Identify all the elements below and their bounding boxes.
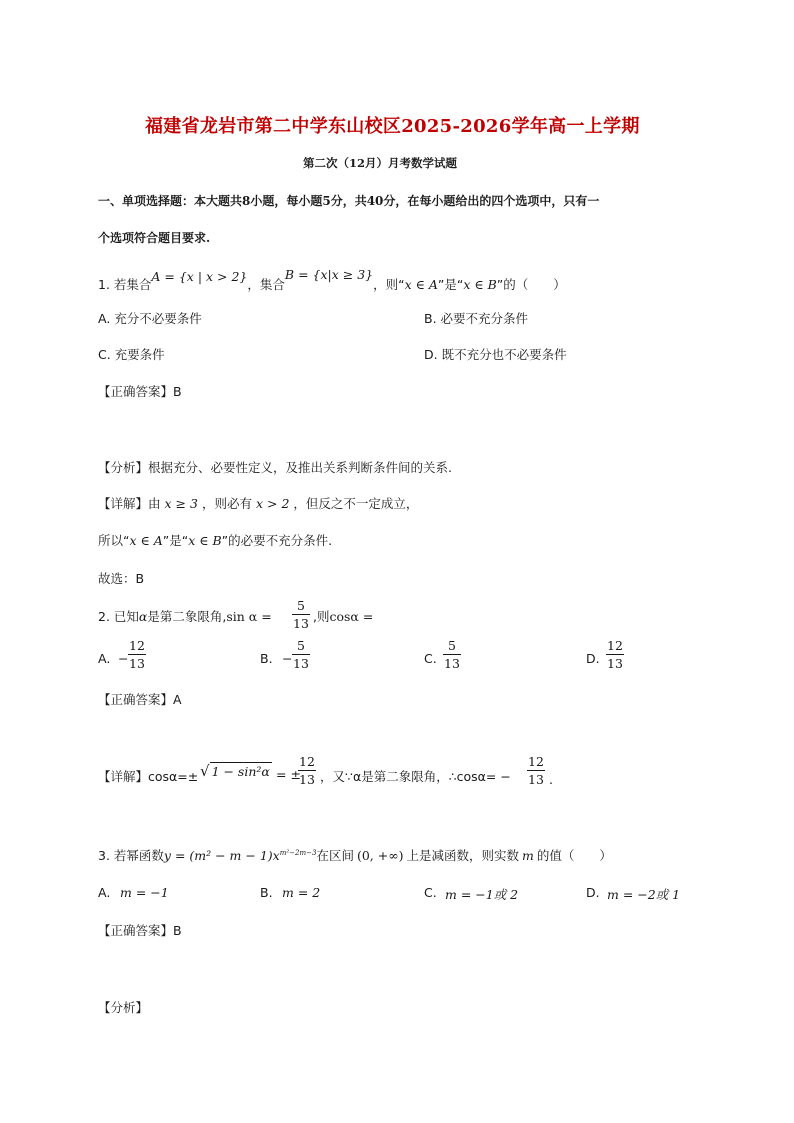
q1-text-5: ”的（ ）	[496, 277, 566, 292]
q1-concl-text-3: ”的必要不充分条件.	[221, 533, 333, 548]
q2-option-d-fraction	[606, 638, 624, 671]
q2-option-b-label: B.	[260, 651, 273, 666]
q2-detail-num: 12	[299, 754, 315, 769]
q3-stem	[98, 846, 612, 864]
q3-option-c-label: C.	[424, 885, 437, 900]
q3-option-b-label: B.	[260, 885, 273, 900]
q2-option-a-sign: −	[118, 651, 129, 666]
q2-option-d-den: 13	[607, 656, 623, 671]
q3-text-2: 在区间	[316, 848, 354, 863]
q2-detail-den: 13	[299, 772, 315, 787]
q3-option-c: m = −1或 2	[445, 887, 519, 902]
q1-detail	[98, 494, 418, 512]
q1-set-b: B = {x|x ≥ 3}	[284, 267, 374, 282]
q1-text-4: ”是“	[437, 277, 464, 292]
q3-option-a: m = −1	[120, 885, 169, 900]
q1-detail-math-2: x > 2	[255, 496, 290, 511]
q1-set-a: A = {x | x > 2}	[151, 269, 248, 284]
q1-option-a: A. 充分不必要条件	[98, 311, 202, 326]
q2-text-1: 2. 已知	[98, 609, 139, 624]
q3-analysis: 【分析】	[98, 1000, 149, 1015]
q2-fraction-num: 5	[296, 598, 305, 613]
q2-cos: cosα =	[329, 609, 374, 624]
q2-option-b-num: 5	[296, 638, 305, 653]
q2-option-b-den: 13	[293, 656, 309, 671]
q2-option-c-num: 5	[447, 638, 456, 653]
section-heading-line1: 一、单项选择题：本大题共8小题，每小题5分，共40分，在每小题给出的四个选项中，只有一	[98, 194, 600, 208]
q2-stem-tail	[313, 607, 373, 625]
q1-detail-text-2: ，则必有	[201, 496, 252, 511]
q2-option-a-label: A.	[98, 651, 111, 666]
q3-option-d-label: D.	[586, 885, 600, 900]
q1-analysis: 【分析】根据充分、必要性定义，及推出关系判断条件间的关系.	[98, 460, 452, 475]
q1-conclusion	[98, 531, 332, 549]
q2-option-a-fraction	[128, 638, 146, 671]
q1-text-3: ，则“	[373, 277, 405, 292]
q3-option-d: m = −2或 1	[607, 887, 681, 902]
q1-option-c: C. 充要条件	[98, 347, 165, 362]
q3-text-4: 的值（ ）	[536, 848, 612, 863]
q2-detail-radicand: 1 − sin²α	[211, 764, 270, 779]
q2-text-3: ,则	[313, 609, 330, 624]
q2-option-c-fraction	[443, 638, 461, 671]
q2-detail-fraction-2	[527, 754, 545, 787]
q3-answer: 【正确答案】B	[98, 923, 182, 938]
q2-detail-den-2: 13	[528, 772, 544, 787]
q2-detail-fraction	[298, 754, 316, 787]
q1-concl-text-1: 所以“	[98, 533, 130, 548]
q1-concl-math-1: x ∈ A	[129, 533, 163, 548]
q1-text-1: 1. 若集合	[98, 277, 152, 292]
q2-stem	[98, 607, 272, 625]
q2-option-c-label: C.	[424, 651, 437, 666]
q3-function: y = (m² − m − 1)x	[163, 848, 280, 863]
q3-text-3: 上是减函数，则实数	[406, 848, 520, 863]
q2-text-2: 是第二象限角,	[147, 609, 227, 624]
q1-detail-text-3: ，但反之不一定成立，	[293, 496, 419, 511]
q2-detail-eq: = ±	[276, 767, 301, 782]
q2-option-b-fraction	[292, 638, 310, 671]
section-heading-line2: 个选项符合题目要求.	[98, 231, 211, 245]
q2-fraction-den: 13	[293, 616, 309, 631]
q3-m: m	[522, 848, 534, 863]
q2-option-d-label: D.	[586, 651, 600, 666]
page-subtitle: 第二次（12月）月考数学试题	[303, 156, 458, 170]
q2-option-a-den: 13	[129, 656, 145, 671]
q1-detail-math-1: x ≥ 3	[164, 496, 198, 511]
q2-option-a-num: 12	[129, 638, 145, 653]
q2-detail-num-2: 12	[528, 754, 544, 769]
q1-detail-text-1: 【详解】由	[98, 496, 161, 511]
q2-detail-end: .	[549, 772, 553, 787]
q2-alpha: α	[138, 609, 148, 624]
q3-text-1: 3. 若幂函数	[98, 848, 164, 863]
page-title: 福建省龙岩市第二中学东山校区2025-2026学年高一上学期	[145, 116, 640, 137]
q2-detail-sqrt: √ 1 − sin²α	[200, 762, 270, 780]
q1-concl-math-2: x ∈ B	[188, 533, 222, 548]
q1-text-2: ，集合	[247, 277, 285, 292]
q2-fraction	[292, 598, 310, 631]
q2-answer: 【正确答案】A	[98, 692, 182, 707]
q3-interval: (0, +∞)	[356, 848, 404, 863]
q1-x-in-a: x ∈ A	[404, 277, 438, 292]
q2-option-b-sign: −	[282, 651, 293, 666]
q2-sin: sin α =	[226, 609, 272, 624]
q2-option-d-num: 12	[607, 638, 623, 653]
q1-option-d: D. 既不充分也不必要条件	[424, 347, 567, 362]
q1-choice: 故选：B	[98, 571, 145, 586]
q1-stem	[98, 267, 566, 293]
q2-detail-text-2: ，又∵α是第二象限角，∴cosα= −	[320, 769, 511, 784]
q1-option-b: B. 必要不充分条件	[424, 311, 529, 326]
q3-option-b: m = 2	[282, 885, 321, 900]
q3-option-a-label: A.	[98, 885, 111, 900]
q2-detail-text-1: 【详解】cosα=±	[98, 769, 199, 784]
q1-concl-text-2: ”是“	[162, 533, 189, 548]
q1-answer: 【正确答案】B	[98, 384, 182, 399]
q3-exponent: m²−2m−3	[279, 848, 317, 857]
q1-x-in-b: x ∈ B	[463, 277, 497, 292]
q2-option-c-den: 13	[444, 656, 460, 671]
